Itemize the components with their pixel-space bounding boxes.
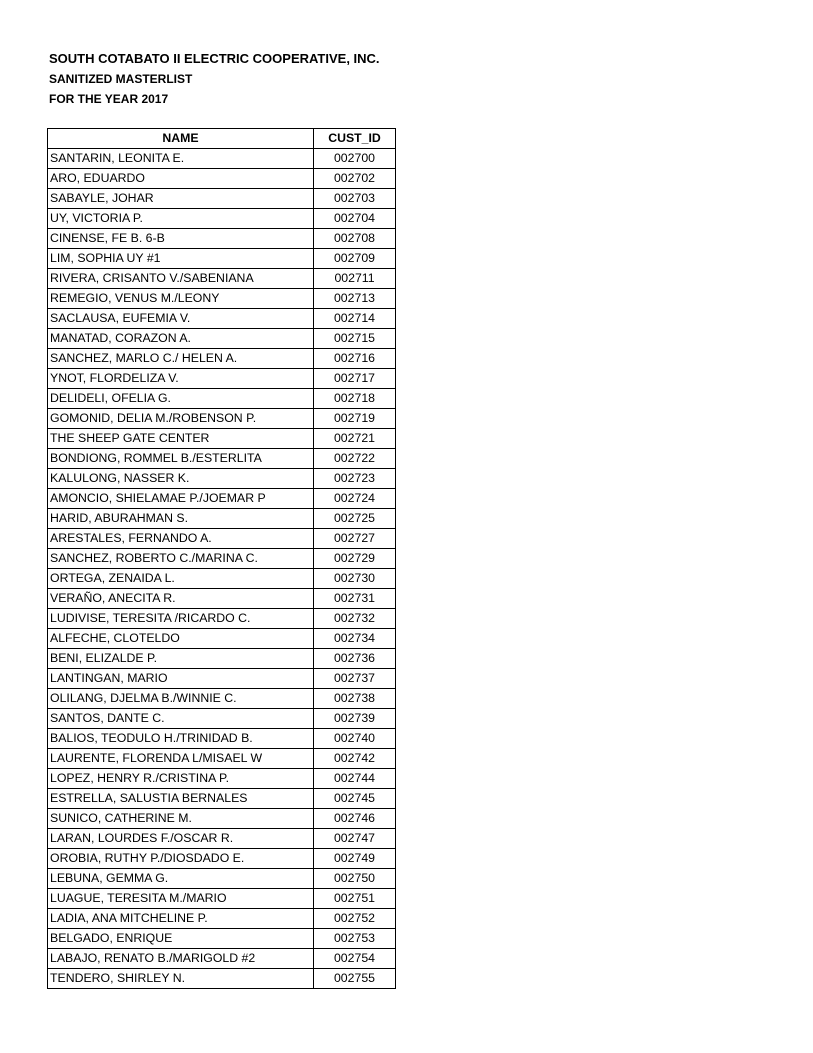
customer-id-cell: 002708 — [314, 229, 396, 249]
customer-id-cell: 002751 — [314, 889, 396, 909]
customer-name-cell: ESTRELLA, SALUSTIA BERNALES — [48, 789, 314, 809]
customer-name-cell: BENI, ELIZALDE P. — [48, 649, 314, 669]
customer-name-cell: SANCHEZ, MARLO C./ HELEN A. — [48, 349, 314, 369]
customer-name-cell: TENDERO, SHIRLEY N. — [48, 969, 314, 989]
customer-id-cell: 002709 — [314, 249, 396, 269]
customer-id-cell: 002739 — [314, 709, 396, 729]
customer-name-cell: LANTINGAN, MARIO — [48, 669, 314, 689]
customer-name-cell: LEBUNA, GEMMA G. — [48, 869, 314, 889]
company-title: SOUTH COTABATO II ELECTRIC COOPERATIVE, INC. — [49, 51, 380, 66]
table-row — [48, 669, 396, 689]
customer-name-cell: GOMONID, DELIA M./ROBENSON P. — [48, 409, 314, 429]
customer-name-cell: LUDIVISE, TERESITA /RICARDO C. — [48, 609, 314, 629]
column-header-name: NAME — [48, 129, 314, 149]
table-row — [48, 289, 396, 309]
customer-id-cell: 002754 — [314, 949, 396, 969]
customer-name-cell: OLILANG, DJELMA B./WINNIE C. — [48, 689, 314, 709]
customer-id-cell: 002713 — [314, 289, 396, 309]
table-row — [48, 969, 396, 989]
customer-name-cell: ARO, EDUARDO — [48, 169, 314, 189]
customer-id-cell: 002722 — [314, 449, 396, 469]
customer-id-cell: 002725 — [314, 509, 396, 529]
customer-name-cell: SANTARIN, LEONITA E. — [48, 149, 314, 169]
table-row — [48, 849, 396, 869]
customer-id-cell: 002702 — [314, 169, 396, 189]
table-row — [48, 889, 396, 909]
customer-name-cell: LOPEZ, HENRY R./CRISTINA P. — [48, 769, 314, 789]
customer-id-cell: 002703 — [314, 189, 396, 209]
customer-name-cell: MANATAD, CORAZON A. — [48, 329, 314, 349]
table-row — [48, 909, 396, 929]
table-row — [48, 189, 396, 209]
table-header-row — [48, 129, 396, 149]
table-row — [48, 749, 396, 769]
customer-id-cell: 002747 — [314, 829, 396, 849]
customer-id-cell: 002727 — [314, 529, 396, 549]
table-row — [48, 569, 396, 589]
customer-id-cell: 002744 — [314, 769, 396, 789]
table-row — [48, 549, 396, 569]
customer-id-cell: 002730 — [314, 569, 396, 589]
customer-id-cell: 002740 — [314, 729, 396, 749]
table-row — [48, 209, 396, 229]
table-row — [48, 769, 396, 789]
table-row — [48, 449, 396, 469]
customer-id-cell: 002734 — [314, 629, 396, 649]
table-row — [48, 709, 396, 729]
table-row — [48, 309, 396, 329]
table-row — [48, 469, 396, 489]
customer-name-cell: ALFECHE, CLOTELDO — [48, 629, 314, 649]
customer-name-cell: SANTOS, DANTE C. — [48, 709, 314, 729]
customer-id-cell: 002750 — [314, 869, 396, 889]
customer-name-cell: UY, VICTORIA P. — [48, 209, 314, 229]
table-row — [48, 649, 396, 669]
customer-id-cell: 002732 — [314, 609, 396, 629]
customer-id-cell: 002724 — [314, 489, 396, 509]
table-row — [48, 629, 396, 649]
customer-name-cell: LABAJO, RENATO B./MARIGOLD #2 — [48, 949, 314, 969]
table-row — [48, 529, 396, 549]
customer-name-cell: LAURENTE, FLORENDA L/MISAEL W — [48, 749, 314, 769]
table-row — [48, 829, 396, 849]
customer-id-cell: 002729 — [314, 549, 396, 569]
customer-name-cell: REMEGIO, VENUS M./LEONY — [48, 289, 314, 309]
table-row — [48, 149, 396, 169]
customer-name-cell: ARESTALES, FERNANDO A. — [48, 529, 314, 549]
customer-name-cell: HARID, ABURAHMAN S. — [48, 509, 314, 529]
customer-id-cell: 002714 — [314, 309, 396, 329]
table-row — [48, 869, 396, 889]
year-label: FOR THE YEAR 2017 — [49, 92, 169, 106]
table-row — [48, 589, 396, 609]
table-row — [48, 369, 396, 389]
table-row — [48, 609, 396, 629]
table-row — [48, 349, 396, 369]
customer-id-cell: 002723 — [314, 469, 396, 489]
customer-name-cell: LADIA, ANA MITCHELINE P. — [48, 909, 314, 929]
table-row — [48, 929, 396, 949]
customer-name-cell: LUAGUE, TERESITA M./MARIO — [48, 889, 314, 909]
customer-name-cell: BELGADO, ENRIQUE — [48, 929, 314, 949]
customer-id-cell: 002736 — [314, 649, 396, 669]
table-row — [48, 489, 396, 509]
customer-name-cell: KALULONG, NASSER K. — [48, 469, 314, 489]
customer-id-cell: 002719 — [314, 409, 396, 429]
table-row — [48, 249, 396, 269]
table-row — [48, 789, 396, 809]
customer-name-cell: SABAYLE, JOHAR — [48, 189, 314, 209]
customer-id-cell: 002704 — [314, 209, 396, 229]
customer-id-cell: 002749 — [314, 849, 396, 869]
customer-id-cell: 002737 — [314, 669, 396, 689]
customer-id-cell: 002753 — [314, 929, 396, 949]
customer-id-cell: 002700 — [314, 149, 396, 169]
table-row — [48, 269, 396, 289]
masterlist-table — [47, 128, 396, 989]
customer-id-cell: 002711 — [314, 269, 396, 289]
table-row — [48, 329, 396, 349]
customer-name-cell: SUNICO, CATHERINE M. — [48, 809, 314, 829]
customer-id-cell: 002742 — [314, 749, 396, 769]
table-row — [48, 429, 396, 449]
customer-id-cell: 002717 — [314, 369, 396, 389]
document-header — [49, 49, 380, 109]
table-body — [48, 149, 396, 989]
customer-id-cell: 002715 — [314, 329, 396, 349]
customer-id-cell: 002738 — [314, 689, 396, 709]
customer-id-cell: 002716 — [314, 349, 396, 369]
customer-id-cell: 002718 — [314, 389, 396, 409]
table-row — [48, 729, 396, 749]
table-row — [48, 809, 396, 829]
customer-name-cell: YNOT, FLORDELIZA V. — [48, 369, 314, 389]
table-row — [48, 229, 396, 249]
customer-name-cell: THE SHEEP GATE CENTER — [48, 429, 314, 449]
customer-id-cell: 002755 — [314, 969, 396, 989]
table-row — [48, 689, 396, 709]
customer-name-cell: LARAN, LOURDES F./OSCAR R. — [48, 829, 314, 849]
table-row — [48, 169, 396, 189]
customer-id-cell: 002721 — [314, 429, 396, 449]
customer-id-cell: 002752 — [314, 909, 396, 929]
column-header-cust-id: CUST_ID — [314, 129, 396, 149]
customer-id-cell: 002745 — [314, 789, 396, 809]
customer-name-cell: CINENSE, FE B. 6-B — [48, 229, 314, 249]
customer-name-cell: VERAÑO, ANECITA R. — [48, 589, 314, 609]
customer-name-cell: ORTEGA, ZENAIDA L. — [48, 569, 314, 589]
customer-name-cell: AMONCIO, SHIELAMAE P./JOEMAR P — [48, 489, 314, 509]
table-row — [48, 389, 396, 409]
customer-id-cell: 002731 — [314, 589, 396, 609]
customer-name-cell: SANCHEZ, ROBERTO C./MARINA C. — [48, 549, 314, 569]
customer-name-cell: RIVERA, CRISANTO V./SABENIANA — [48, 269, 314, 289]
customer-name-cell: SACLAUSA, EUFEMIA V. — [48, 309, 314, 329]
customer-name-cell: OROBIA, RUTHY P./DIOSDADO E. — [48, 849, 314, 869]
table-row — [48, 509, 396, 529]
list-subtitle: SANITIZED MASTERLIST — [49, 72, 193, 86]
customer-name-cell: BONDIONG, ROMMEL B./ESTERLITA — [48, 449, 314, 469]
customer-name-cell: BALIOS, TEODULO H./TRINIDAD B. — [48, 729, 314, 749]
table-row — [48, 949, 396, 969]
customer-name-cell: DELIDELI, OFELIA G. — [48, 389, 314, 409]
customer-id-cell: 002746 — [314, 809, 396, 829]
table-row — [48, 409, 396, 429]
customer-name-cell: LIM, SOPHIA UY #1 — [48, 249, 314, 269]
